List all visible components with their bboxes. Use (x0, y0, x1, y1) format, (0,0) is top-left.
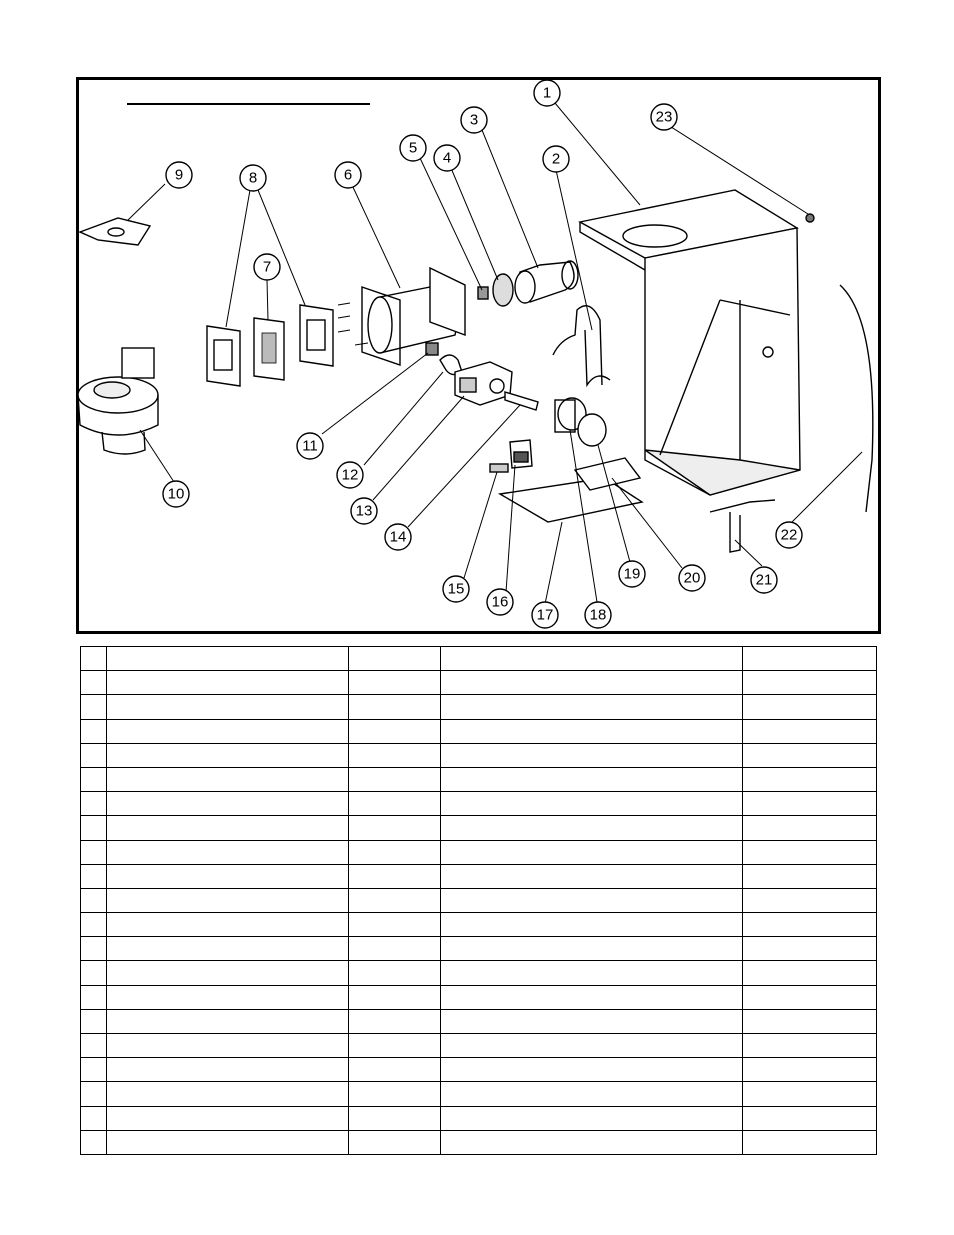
cell-item-number (81, 1009, 107, 1033)
callout-21: 21 (755, 571, 773, 589)
part-blower (78, 348, 158, 454)
cell-part-number (743, 1009, 877, 1033)
callout-9: 9 (174, 166, 184, 184)
cell-description (107, 647, 349, 671)
cell-description (107, 888, 349, 912)
cell-item-number (81, 1058, 107, 1082)
callout-2: 2 (551, 150, 561, 168)
cell-description (107, 985, 349, 1009)
cell-item-number (81, 767, 107, 791)
cell-quantity (349, 840, 441, 864)
cell-item-number (81, 1106, 107, 1130)
table-row (81, 864, 877, 888)
part-terminal-block (490, 464, 508, 472)
cell-description (107, 864, 349, 888)
part-screw (806, 214, 814, 222)
callout-7: 7 (262, 258, 272, 276)
cell-part-detail (441, 985, 743, 1009)
cell-part-number (743, 816, 877, 840)
cell-description (107, 1058, 349, 1082)
cell-part-detail (441, 647, 743, 671)
cell-description (107, 695, 349, 719)
callout-20: 20 (683, 569, 701, 587)
part-sensor-cable (840, 285, 873, 512)
table-row (81, 937, 877, 961)
cell-part-detail (441, 1130, 743, 1154)
cell-quantity (349, 695, 441, 719)
callout-14: 14 (389, 528, 407, 546)
cell-part-detail (441, 888, 743, 912)
cell-part-detail (441, 695, 743, 719)
table-row (81, 647, 877, 671)
cell-part-number (743, 1082, 877, 1106)
part-gasket-square-b (300, 305, 333, 366)
cell-part-detail (441, 1106, 743, 1130)
cell-item-number (81, 961, 107, 985)
cell-quantity (349, 985, 441, 1009)
cell-part-number (743, 647, 877, 671)
callout-11: 11 (302, 437, 318, 455)
part-gasket-square-a (207, 326, 240, 386)
cell-part-detail (441, 1082, 743, 1106)
part-pilot-tube (505, 392, 538, 410)
table-row (81, 913, 877, 937)
cell-part-number (743, 719, 877, 743)
cell-quantity (349, 864, 441, 888)
cell-quantity (349, 1106, 441, 1130)
callout-17: 17 (536, 606, 554, 624)
cell-part-detail (441, 743, 743, 767)
cell-description (107, 1034, 349, 1058)
table-row (81, 1009, 877, 1033)
cell-description (107, 719, 349, 743)
cell-part-number (743, 840, 877, 864)
parts-list-body (81, 647, 877, 1155)
cell-part-number (743, 1130, 877, 1154)
cell-item-number (81, 985, 107, 1009)
cell-description (107, 792, 349, 816)
table-row (81, 985, 877, 1009)
callout-13: 13 (355, 502, 373, 520)
cell-description (107, 1130, 349, 1154)
table-row (81, 816, 877, 840)
cell-quantity (349, 888, 441, 912)
cell-part-number (743, 671, 877, 695)
table-row (81, 671, 877, 695)
part-housing (580, 190, 800, 495)
parts-list-table (80, 646, 877, 1155)
cell-quantity (349, 671, 441, 695)
table-row (81, 840, 877, 864)
table-row (81, 1130, 877, 1154)
part-screen (254, 318, 284, 380)
table-row (81, 1058, 877, 1082)
cell-item-number (81, 743, 107, 767)
callout-23: 23 (655, 108, 673, 126)
cell-part-number (743, 888, 877, 912)
cell-part-detail (441, 1058, 743, 1082)
cell-part-number (743, 985, 877, 1009)
cell-quantity (349, 647, 441, 671)
callout-19: 19 (623, 565, 641, 583)
cell-quantity (349, 961, 441, 985)
table-row (81, 743, 877, 767)
cell-description (107, 913, 349, 937)
cell-quantity (349, 1082, 441, 1106)
table-row (81, 792, 877, 816)
callout-15: 15 (447, 580, 465, 598)
cell-part-number (743, 767, 877, 791)
cell-description (107, 743, 349, 767)
cell-quantity (349, 1009, 441, 1033)
cell-quantity (349, 816, 441, 840)
cell-description (107, 937, 349, 961)
cell-part-number (743, 1058, 877, 1082)
cell-item-number (81, 1034, 107, 1058)
part-nut (478, 287, 488, 299)
cell-item-number (81, 1130, 107, 1154)
cell-part-detail (441, 961, 743, 985)
table-row (81, 767, 877, 791)
cell-description (107, 1106, 349, 1130)
cell-description (107, 816, 349, 840)
cell-description (107, 671, 349, 695)
cell-quantity (349, 913, 441, 937)
table-row (81, 695, 877, 719)
cell-item-number (81, 864, 107, 888)
cell-description (107, 1082, 349, 1106)
cell-item-number (81, 719, 107, 743)
cell-part-number (743, 961, 877, 985)
cell-description (107, 961, 349, 985)
cell-part-detail (441, 840, 743, 864)
cell-item-number (81, 937, 107, 961)
cell-part-number (743, 864, 877, 888)
cell-item-number (81, 888, 107, 912)
cell-description (107, 767, 349, 791)
cell-item-number (81, 695, 107, 719)
cell-part-detail (441, 1009, 743, 1033)
cell-part-number (743, 913, 877, 937)
cell-quantity (349, 1058, 441, 1082)
cell-part-detail (441, 792, 743, 816)
cell-part-number (743, 792, 877, 816)
table-row (81, 719, 877, 743)
cell-item-number (81, 671, 107, 695)
cell-part-detail (441, 767, 743, 791)
part-motor (515, 261, 578, 303)
cell-part-detail (441, 864, 743, 888)
callout-10: 10 (167, 485, 185, 503)
cell-description (107, 1009, 349, 1033)
cell-quantity (349, 743, 441, 767)
cell-part-detail (441, 913, 743, 937)
cell-item-number (81, 1082, 107, 1106)
table-row (81, 888, 877, 912)
cell-part-number (743, 1106, 877, 1130)
table-row (81, 1082, 877, 1106)
part-combustion-tube (338, 268, 465, 365)
part-flange-plate (80, 218, 150, 245)
cell-quantity (349, 767, 441, 791)
part-wire-clip (553, 306, 610, 385)
part-igniter-bracket (710, 500, 775, 552)
cell-item-number (81, 647, 107, 671)
callout-16: 16 (491, 593, 509, 611)
part-bottom-plate (500, 478, 642, 522)
cell-part-detail (441, 1034, 743, 1058)
cell-quantity (349, 937, 441, 961)
cell-part-detail (441, 937, 743, 961)
callout-18: 18 (589, 606, 607, 624)
part-gas-valve (455, 362, 512, 405)
cell-part-number (743, 695, 877, 719)
cell-quantity (349, 792, 441, 816)
cell-item-number (81, 840, 107, 864)
cell-part-detail (441, 719, 743, 743)
cell-description (107, 840, 349, 864)
cell-quantity (349, 1034, 441, 1058)
callout-12: 12 (341, 466, 359, 484)
callout-6: 6 (343, 166, 353, 184)
callout-4: 4 (442, 149, 452, 167)
cell-part-number (743, 937, 877, 961)
cell-item-number (81, 792, 107, 816)
callout-1: 1 (542, 84, 552, 102)
callout-8: 8 (248, 169, 258, 187)
cell-quantity (349, 1130, 441, 1154)
cell-part-detail (441, 816, 743, 840)
cell-quantity (349, 719, 441, 743)
cell-part-number (743, 1034, 877, 1058)
callout-22: 22 (780, 526, 798, 544)
part-pressure-switch-b (578, 414, 606, 446)
callout-3: 3 (469, 111, 479, 129)
callout-5: 5 (408, 139, 418, 157)
exploded-parts-diagram (76, 77, 881, 634)
table-row (81, 1034, 877, 1058)
table-row (81, 1106, 877, 1130)
cell-item-number (81, 816, 107, 840)
part-gasket-round (493, 274, 513, 306)
cell-part-detail (441, 671, 743, 695)
cell-item-number (81, 913, 107, 937)
part-relay (510, 440, 532, 468)
cell-part-number (743, 743, 877, 767)
table-row (81, 961, 877, 985)
